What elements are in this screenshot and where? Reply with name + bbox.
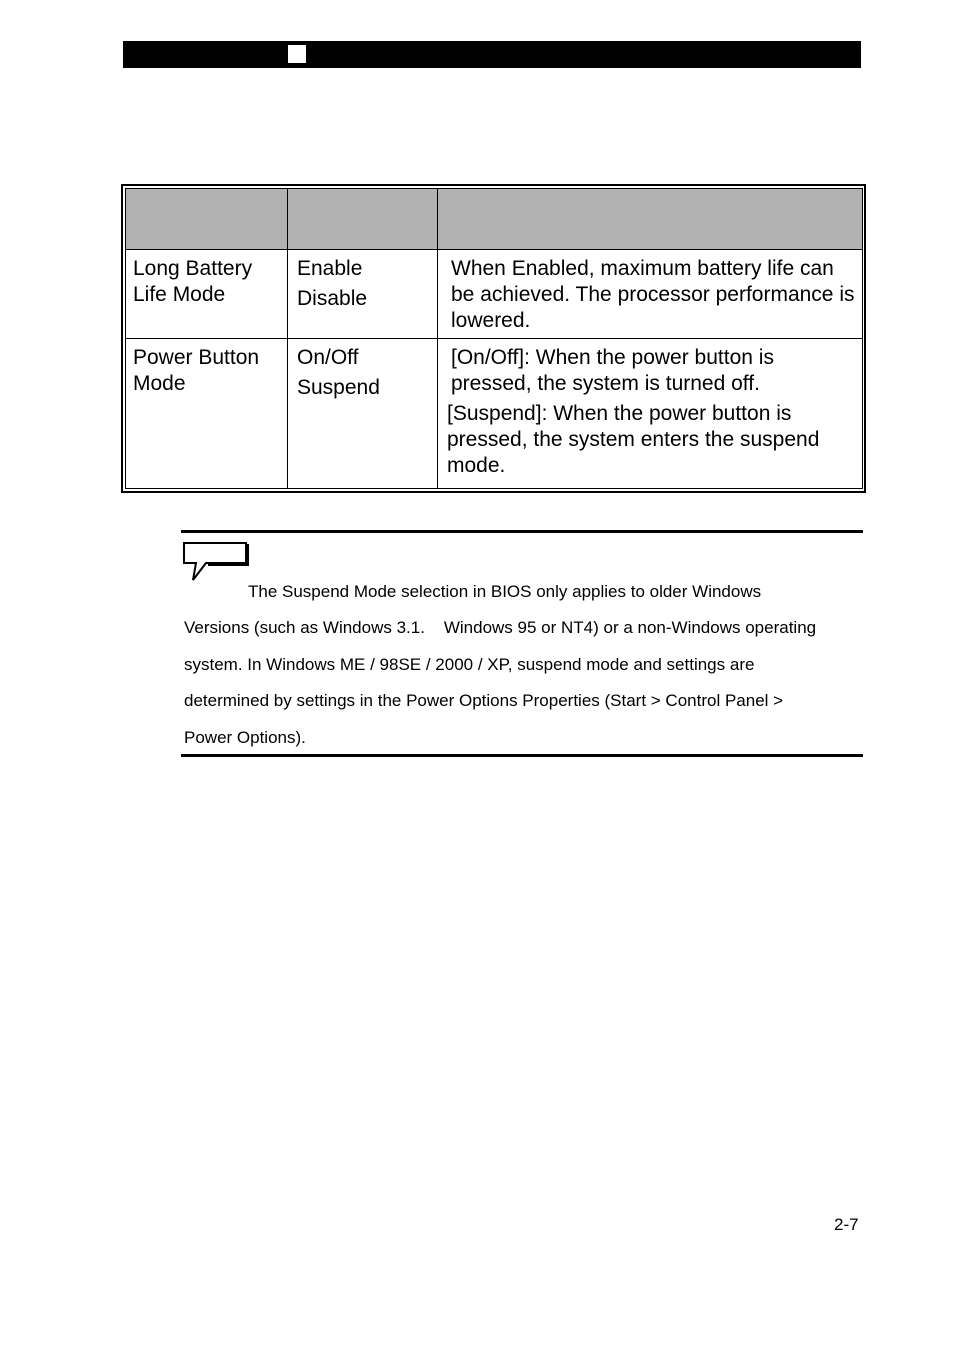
table-header-cell bbox=[126, 189, 288, 250]
setting-option: Suspend bbox=[297, 376, 380, 399]
setting-option: Disable bbox=[297, 287, 368, 310]
header-square-marker bbox=[288, 45, 306, 63]
table-header-cell bbox=[438, 189, 863, 250]
note-line: Power Options). bbox=[184, 727, 306, 747]
setting-item-cell bbox=[126, 250, 288, 339]
settings-table-frame bbox=[121, 184, 866, 493]
table-row bbox=[126, 339, 863, 489]
chapter-header-bar bbox=[123, 41, 861, 68]
note-bottom-rule bbox=[181, 754, 863, 757]
setting-option: On/Off bbox=[297, 346, 359, 369]
setting-description: [Suspend]: When the power button is pressed, the system enters the suspend mode. bbox=[447, 402, 820, 477]
setting-options-cell bbox=[288, 339, 438, 489]
setting-item-line: Life Mode bbox=[133, 283, 226, 306]
page-number: 2-7 bbox=[834, 1215, 859, 1234]
setting-option: Enable bbox=[297, 257, 363, 280]
note-line: determined by settings in the Power Options Properties (Start > Control Panel > bbox=[184, 691, 784, 711]
setting-description: [On/Off]: When the power button is pressed, the system is turned off. bbox=[451, 346, 774, 395]
table-row bbox=[126, 250, 863, 339]
note-line: system. In Windows ME / 98SE / 2000 / XP, suspend mode and settings are bbox=[184, 654, 755, 674]
setting-item-line: Power Button bbox=[133, 346, 260, 369]
table-header-row bbox=[126, 189, 863, 250]
setting-item-line: Mode bbox=[133, 372, 186, 395]
settings-table bbox=[125, 188, 863, 489]
table-header-cell bbox=[288, 189, 438, 250]
note-text bbox=[184, 574, 864, 756]
note-line: Versions (such as Windows 3.1. Windows 95 or NT4) or a non-Windows operating bbox=[184, 618, 817, 638]
note-top-rule bbox=[181, 530, 863, 533]
setting-options-cell bbox=[288, 250, 438, 339]
note-line: The Suspend Mode selection in BIOS only applies to older Windows bbox=[248, 582, 762, 601]
setting-description-cell bbox=[438, 339, 863, 489]
setting-item-line: Long Battery bbox=[133, 257, 253, 280]
setting-description: When Enabled, maximum battery life can be achieved. The processor performance is lowered. bbox=[451, 257, 855, 332]
setting-description-cell bbox=[438, 250, 863, 339]
setting-item-cell bbox=[126, 339, 288, 489]
